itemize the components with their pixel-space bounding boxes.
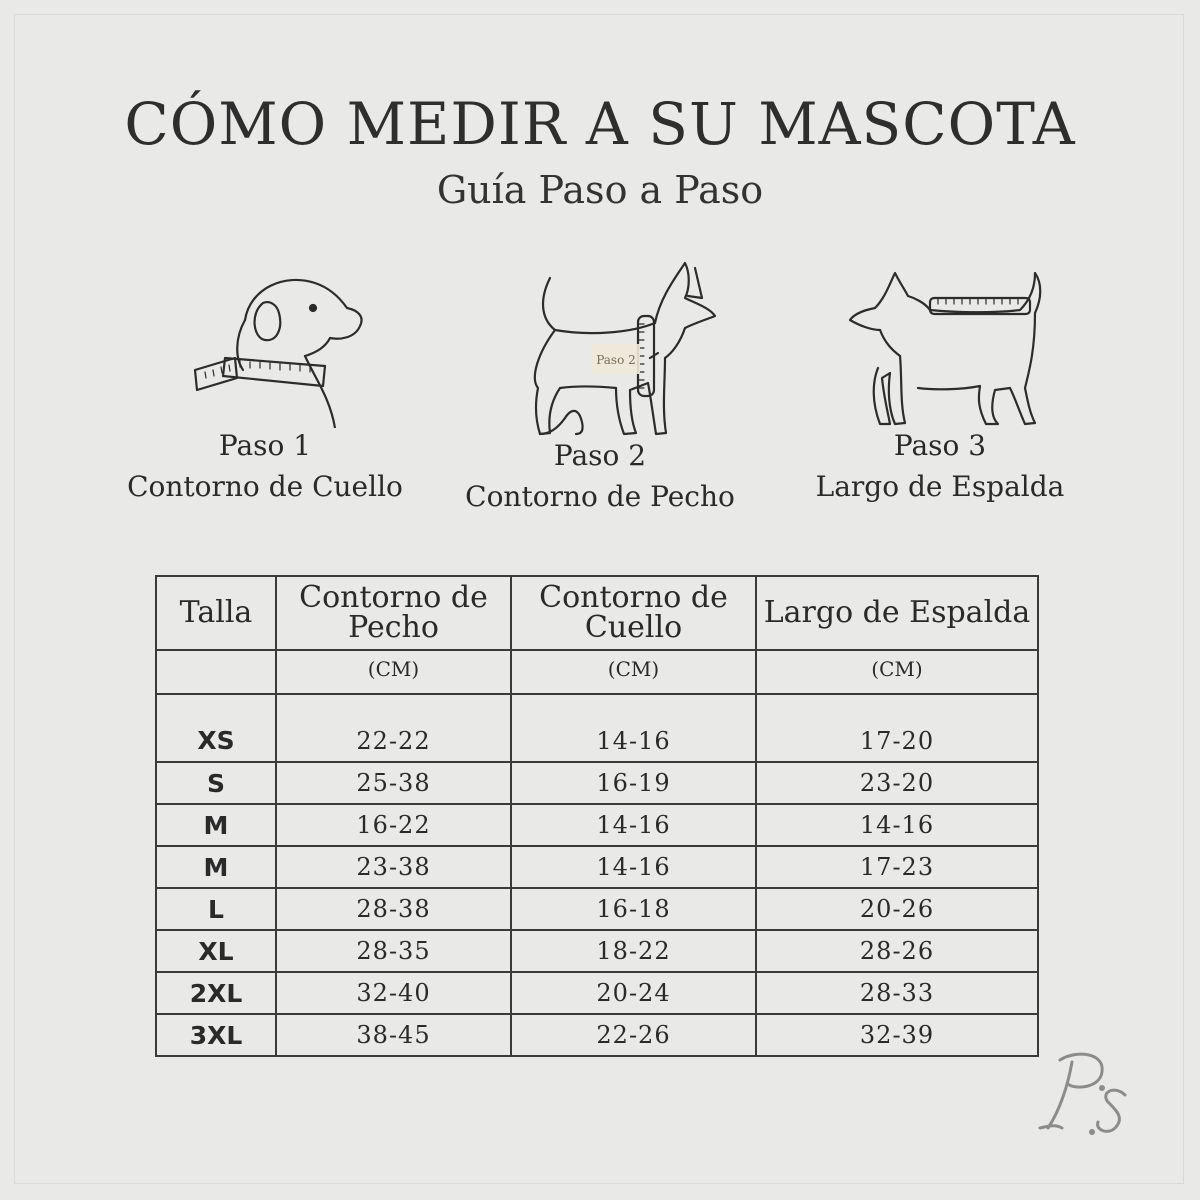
dog-back-tape-icon bbox=[830, 258, 1050, 428]
back-cell: 23-20 bbox=[756, 762, 1038, 804]
table-row bbox=[156, 972, 1038, 1014]
unit-cell bbox=[156, 650, 276, 694]
step-3-number: Paso 3 bbox=[893, 429, 987, 462]
step-1-number: Paso 1 bbox=[218, 429, 312, 462]
chest-cell: 32-40 bbox=[276, 972, 511, 1014]
page-title: CÓMO MEDIR A SU MASCOTA bbox=[124, 90, 1076, 158]
table-row bbox=[156, 1014, 1038, 1056]
back-cell: 17-20 bbox=[756, 694, 1038, 762]
size-cell: XS bbox=[156, 694, 276, 762]
chest-cell: 28-35 bbox=[276, 930, 511, 972]
size-cell: S bbox=[156, 762, 276, 804]
header-size: Talla bbox=[156, 576, 276, 650]
neck-cell: 14-16 bbox=[511, 804, 756, 846]
neck-cell: 14-16 bbox=[511, 846, 756, 888]
back-cell: 28-33 bbox=[756, 972, 1038, 1014]
back-cell: 14-16 bbox=[756, 804, 1038, 846]
ps-monogram-logo bbox=[1030, 1040, 1150, 1140]
back-cell: 20-26 bbox=[756, 888, 1038, 930]
size-cell: XL bbox=[156, 930, 276, 972]
back-cell: 32-39 bbox=[756, 1014, 1038, 1056]
step-2-label: Contorno de Pecho bbox=[465, 480, 735, 513]
step-2 bbox=[435, 258, 765, 520]
chest-cell: 38-45 bbox=[276, 1014, 511, 1056]
neck-cell: 14-16 bbox=[511, 694, 756, 762]
dog-chest-tape-icon bbox=[480, 258, 720, 438]
table-row bbox=[156, 930, 1038, 972]
unit-cell: (CM) bbox=[756, 650, 1038, 694]
size-cell: M bbox=[156, 846, 276, 888]
chest-cell: 23-38 bbox=[276, 846, 511, 888]
step-1 bbox=[100, 258, 430, 510]
size-cell: 3XL bbox=[156, 1014, 276, 1056]
table-row bbox=[156, 762, 1038, 804]
neck-cell: 20-24 bbox=[511, 972, 756, 1014]
chest-cell: 22-22 bbox=[276, 694, 511, 762]
table-row bbox=[156, 888, 1038, 930]
step-1-label: Contorno de Cuello bbox=[127, 470, 403, 503]
header-neck: Contorno de Cuello bbox=[511, 576, 756, 650]
step-3-label: Largo de Espalda bbox=[815, 470, 1065, 503]
neck-cell: 16-19 bbox=[511, 762, 756, 804]
step-2-number: Paso 2 bbox=[553, 439, 647, 472]
table-row bbox=[156, 846, 1038, 888]
chest-cell: 28-38 bbox=[276, 888, 511, 930]
table-units-row bbox=[156, 650, 1038, 694]
unit-cell: (CM) bbox=[511, 650, 756, 694]
chest-cell: 16-22 bbox=[276, 804, 511, 846]
back-cell: 28-26 bbox=[756, 930, 1038, 972]
neck-cell: 18-22 bbox=[511, 930, 756, 972]
size-cell: L bbox=[156, 888, 276, 930]
size-cell: M bbox=[156, 804, 276, 846]
header-back: Largo de Espalda bbox=[756, 576, 1038, 650]
size-cell: 2XL bbox=[156, 972, 276, 1014]
neck-cell: 22-26 bbox=[511, 1014, 756, 1056]
chest-cell: 25-38 bbox=[276, 762, 511, 804]
dog-head-neck-tape-icon bbox=[165, 258, 365, 428]
neck-cell: 16-18 bbox=[511, 888, 756, 930]
size-table bbox=[155, 575, 1039, 1057]
table-header-row bbox=[156, 576, 1038, 650]
step-3 bbox=[775, 258, 1105, 510]
step-2-tag: Paso 2 bbox=[596, 353, 636, 367]
header-chest: Contorno de Pecho bbox=[276, 576, 511, 650]
page-subtitle: Guía Paso a Paso bbox=[436, 168, 764, 212]
table-row bbox=[156, 694, 1038, 762]
unit-cell: (CM) bbox=[276, 650, 511, 694]
table-row bbox=[156, 804, 1038, 846]
back-cell: 17-23 bbox=[756, 846, 1038, 888]
